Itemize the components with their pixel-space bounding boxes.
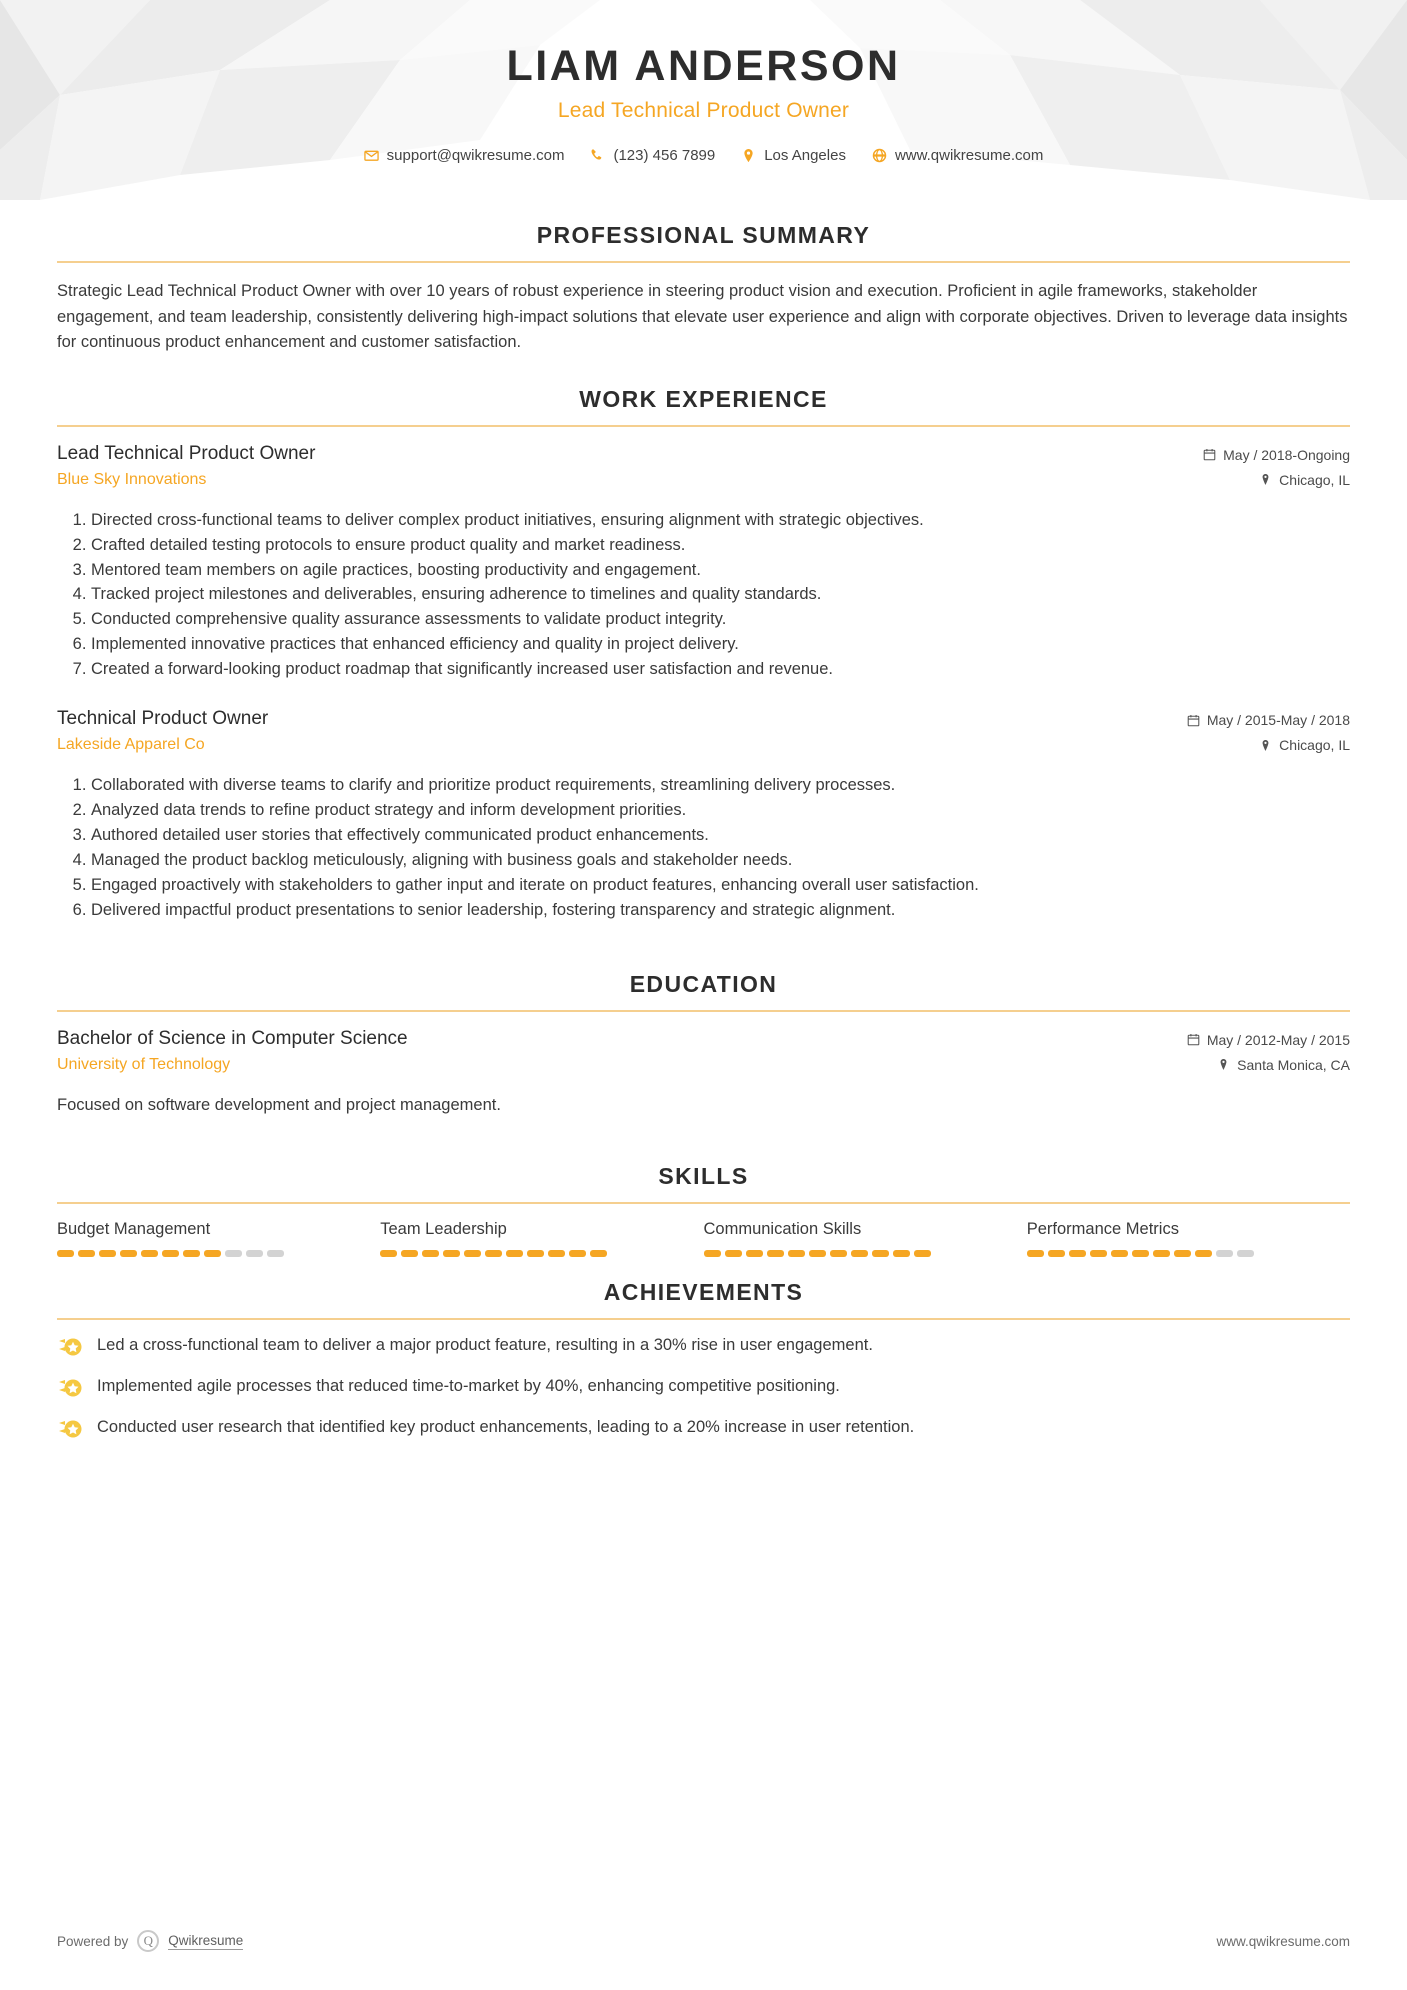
section-heading-education: EDUCATION bbox=[629, 970, 778, 997]
achievement-text: Implemented agile processes that reduced time-to-market by 40%, enhancing competitive positioning. bbox=[97, 1376, 840, 1395]
education-school: University of Technology bbox=[57, 1055, 231, 1073]
skill-pip bbox=[162, 1250, 179, 1257]
powered-by-label: Powered by bbox=[57, 1933, 129, 1949]
skill-label: Budget Management bbox=[57, 1219, 211, 1238]
section-professional-summary bbox=[57, 200, 1350, 364]
education-location-text: Santa Monica, CA bbox=[1237, 1056, 1350, 1073]
page-footer bbox=[57, 1930, 1350, 1952]
phone-icon bbox=[590, 148, 605, 163]
summary-text: Strategic Lead Technical Product Owner with over 10 years of robust experience in steering product vision and execution. Proficient in agile frameworks, stakeholder engagement, and team leadership, consistently delivering high-impact solutions that elevate user experience and align with corporate objectives. Driven to leverage data insights for continuous product enhancement and customer satisfaction. bbox=[57, 282, 1348, 352]
skill-pip bbox=[569, 1250, 586, 1257]
experience-location bbox=[1187, 737, 1350, 753]
bullet-item: 1. Collaborated with diverse teams to clarify and prioritize product requirements, streamlining delivery processes. bbox=[91, 774, 1350, 798]
section-achievements bbox=[57, 1257, 1350, 1441]
skill-pip bbox=[893, 1250, 910, 1257]
qwikresume-logo-icon: Q bbox=[137, 1930, 159, 1952]
skill-pip bbox=[1027, 1250, 1044, 1257]
experience-dates bbox=[1203, 447, 1350, 463]
resume-body bbox=[0, 200, 1407, 1441]
star-badge-icon bbox=[57, 1378, 83, 1400]
contact-row bbox=[0, 147, 1407, 164]
skill-rating-1 bbox=[380, 1250, 673, 1257]
skill-pip bbox=[1111, 1250, 1128, 1257]
skill-item bbox=[380, 1220, 703, 1257]
skill-pip bbox=[464, 1250, 481, 1257]
skill-pip bbox=[57, 1250, 74, 1257]
achievement-item bbox=[57, 1336, 1350, 1359]
bullet-item: 6. Delivered impactful product presentations to senior leadership, fostering transparency and strategic alignment. bbox=[91, 899, 1350, 923]
bullet-item: 3. Authored detailed user stories that effectively communicated product enhancements. bbox=[91, 824, 1350, 848]
skill-label: Performance Metrics bbox=[1026, 1219, 1179, 1238]
header-job-title: Lead Technical Product Owner bbox=[557, 99, 850, 123]
calendar-icon bbox=[1187, 714, 1200, 727]
skill-pip bbox=[225, 1250, 242, 1257]
skill-pip bbox=[914, 1250, 931, 1257]
divider bbox=[57, 425, 1350, 427]
skill-pip bbox=[1153, 1250, 1170, 1257]
globe-icon bbox=[872, 148, 887, 163]
skill-item bbox=[57, 1220, 380, 1257]
skill-pip bbox=[183, 1250, 200, 1257]
education-degree: Bachelor of Science in Computer Science bbox=[57, 1027, 408, 1049]
page-title: LIAM ANDERSON bbox=[506, 42, 901, 90]
bullet-item: 2. Analyzed data trends to refine product strategy and inform development priorities. bbox=[91, 799, 1350, 823]
section-skills bbox=[57, 1141, 1350, 1257]
skill-pip bbox=[485, 1250, 502, 1257]
skills-grid bbox=[57, 1220, 1350, 1257]
experience-dates bbox=[1187, 712, 1350, 728]
experience-entry bbox=[57, 443, 1350, 682]
achievement-item bbox=[57, 1418, 1350, 1441]
map-pin-icon bbox=[1259, 473, 1272, 486]
skill-pip bbox=[851, 1250, 868, 1257]
skill-pip bbox=[548, 1250, 565, 1257]
bullet-item: 1. Directed cross-functional teams to deliver complex product initiatives, ensuring alignment with strategic objectives. bbox=[91, 509, 1350, 533]
skill-label: Communication Skills bbox=[703, 1219, 862, 1238]
section-heading-skills: SKILLS bbox=[658, 1162, 749, 1189]
skill-pip bbox=[246, 1250, 263, 1257]
education-description: Focused on software development and project management. bbox=[57, 1095, 501, 1114]
divider bbox=[57, 1202, 1350, 1204]
contact-location bbox=[741, 147, 846, 164]
divider bbox=[57, 1010, 1350, 1012]
calendar-icon bbox=[1203, 448, 1216, 461]
skill-pip bbox=[1216, 1250, 1233, 1257]
section-heading-summary: PROFESSIONAL SUMMARY bbox=[536, 222, 871, 248]
bullet-item: 7. Created a forward-looking product roadmap that significantly increased user satisfaction and revenue. bbox=[91, 658, 1350, 682]
resume-header bbox=[0, 0, 1407, 200]
skill-pip bbox=[1195, 1250, 1212, 1257]
map-pin-icon bbox=[1259, 739, 1272, 752]
education-location bbox=[1187, 1057, 1350, 1073]
skill-pip bbox=[746, 1250, 763, 1257]
skill-pip bbox=[527, 1250, 544, 1257]
skill-pip bbox=[1174, 1250, 1191, 1257]
footer-website[interactable]: www.qwikresume.com bbox=[1216, 1933, 1350, 1949]
contact-phone-text: (123) 456 7899 bbox=[613, 147, 716, 165]
skill-pip bbox=[141, 1250, 158, 1257]
skill-pip bbox=[809, 1250, 826, 1257]
skill-rating-3 bbox=[1027, 1250, 1320, 1257]
skill-pip bbox=[1090, 1250, 1107, 1257]
contact-email-text: support@qwikresume.com bbox=[386, 147, 565, 165]
divider bbox=[57, 261, 1350, 263]
contact-phone[interactable] bbox=[590, 147, 715, 164]
experience-location-text: Chicago, IL bbox=[1279, 471, 1350, 488]
section-heading-achievements: ACHIEVEMENTS bbox=[603, 1278, 804, 1305]
powered-by-block bbox=[57, 1930, 243, 1952]
skill-rating-0 bbox=[57, 1250, 350, 1257]
experience-bullets bbox=[57, 774, 1350, 923]
achievement-text: Led a cross-functional team to deliver a major product feature, resulting in a 30% rise in user engagement. bbox=[97, 1335, 873, 1354]
skill-pip bbox=[1048, 1250, 1065, 1257]
skill-item bbox=[1027, 1220, 1350, 1257]
skill-pip bbox=[401, 1250, 418, 1257]
experience-company: Blue Sky Innovations bbox=[57, 470, 207, 488]
divider bbox=[57, 1318, 1350, 1320]
skill-pip bbox=[422, 1250, 439, 1257]
skill-pip bbox=[506, 1250, 523, 1257]
skill-pip bbox=[767, 1250, 784, 1257]
bullet-item: 2. Crafted detailed testing protocols to ensure product quality and market readiness. bbox=[91, 534, 1350, 558]
skill-pip bbox=[380, 1250, 397, 1257]
experience-location bbox=[1203, 472, 1350, 488]
experience-company: Lakeside Apparel Co bbox=[57, 736, 205, 754]
skill-pip bbox=[443, 1250, 460, 1257]
skill-pip bbox=[704, 1250, 721, 1257]
experience-dates-text: May / 2018-Ongoing bbox=[1223, 446, 1350, 463]
bullet-item: 4. Tracked project milestones and deliverables, ensuring adherence to timelines and quality standards. bbox=[91, 583, 1350, 607]
map-pin-icon bbox=[1217, 1058, 1230, 1071]
section-education bbox=[57, 949, 1350, 1115]
skill-pip bbox=[788, 1250, 805, 1257]
contact-email[interactable] bbox=[364, 147, 565, 164]
section-work-experience bbox=[57, 364, 1350, 923]
skill-pip bbox=[120, 1250, 137, 1257]
experience-job-title: Lead Technical Product Owner bbox=[57, 442, 316, 464]
experience-bullets bbox=[57, 509, 1350, 682]
education-entry bbox=[57, 1028, 1350, 1115]
skill-item bbox=[704, 1220, 1027, 1257]
skill-pip bbox=[204, 1250, 221, 1257]
skill-pip bbox=[99, 1250, 116, 1257]
education-dates bbox=[1187, 1032, 1350, 1048]
star-badge-icon bbox=[57, 1419, 83, 1441]
achievement-text: Conducted user research that identified key product enhancements, leading to a 20% increase in user retention. bbox=[97, 1417, 915, 1436]
qwikresume-brand-link[interactable]: Qwikresume bbox=[168, 1932, 244, 1948]
star-badge-icon bbox=[57, 1337, 83, 1359]
skill-label: Team Leadership bbox=[380, 1219, 507, 1238]
bullet-item: 3. Mentored team members on agile practices, boosting productivity and engagement. bbox=[91, 559, 1350, 583]
experience-job-title: Technical Product Owner bbox=[57, 708, 269, 730]
location-pin-icon bbox=[741, 148, 756, 163]
contact-website-text: www.qwikresume.com bbox=[894, 147, 1044, 165]
skill-pip bbox=[1237, 1250, 1254, 1257]
bullet-item: 4. Managed the product backlog meticulously, aligning with business goals and stakeholder needs. bbox=[91, 849, 1350, 873]
bullet-item: 5. Conducted comprehensive quality assurance assessments to validate product integrity. bbox=[91, 608, 1350, 632]
section-heading-experience: WORK EXPERIENCE bbox=[579, 385, 828, 412]
skill-rating-2 bbox=[704, 1250, 997, 1257]
skill-pip bbox=[78, 1250, 95, 1257]
skill-pip bbox=[590, 1250, 607, 1257]
education-dates-text: May / 2012-May / 2015 bbox=[1206, 1031, 1350, 1048]
skill-pip bbox=[267, 1250, 284, 1257]
experience-location-text: Chicago, IL bbox=[1279, 737, 1350, 754]
skill-pip bbox=[830, 1250, 847, 1257]
skill-pip bbox=[725, 1250, 742, 1257]
bullet-item: 5. Engaged proactively with stakeholders to gather input and iterate on product features, enhancing overall user satisfaction. bbox=[91, 874, 1350, 898]
skill-pip bbox=[872, 1250, 889, 1257]
contact-location-text: Los Angeles bbox=[764, 147, 846, 165]
experience-dates-text: May / 2015-May / 2018 bbox=[1206, 712, 1350, 729]
bullet-item: 6. Implemented innovative practices that enhanced efficiency and quality in project delivery. bbox=[91, 633, 1350, 657]
skill-pip bbox=[1069, 1250, 1086, 1257]
skill-pip bbox=[1132, 1250, 1149, 1257]
envelope-icon bbox=[364, 148, 379, 163]
experience-entry bbox=[57, 708, 1350, 923]
calendar-icon bbox=[1187, 1033, 1200, 1046]
achievement-item bbox=[57, 1377, 1350, 1400]
contact-website[interactable] bbox=[872, 147, 1043, 164]
